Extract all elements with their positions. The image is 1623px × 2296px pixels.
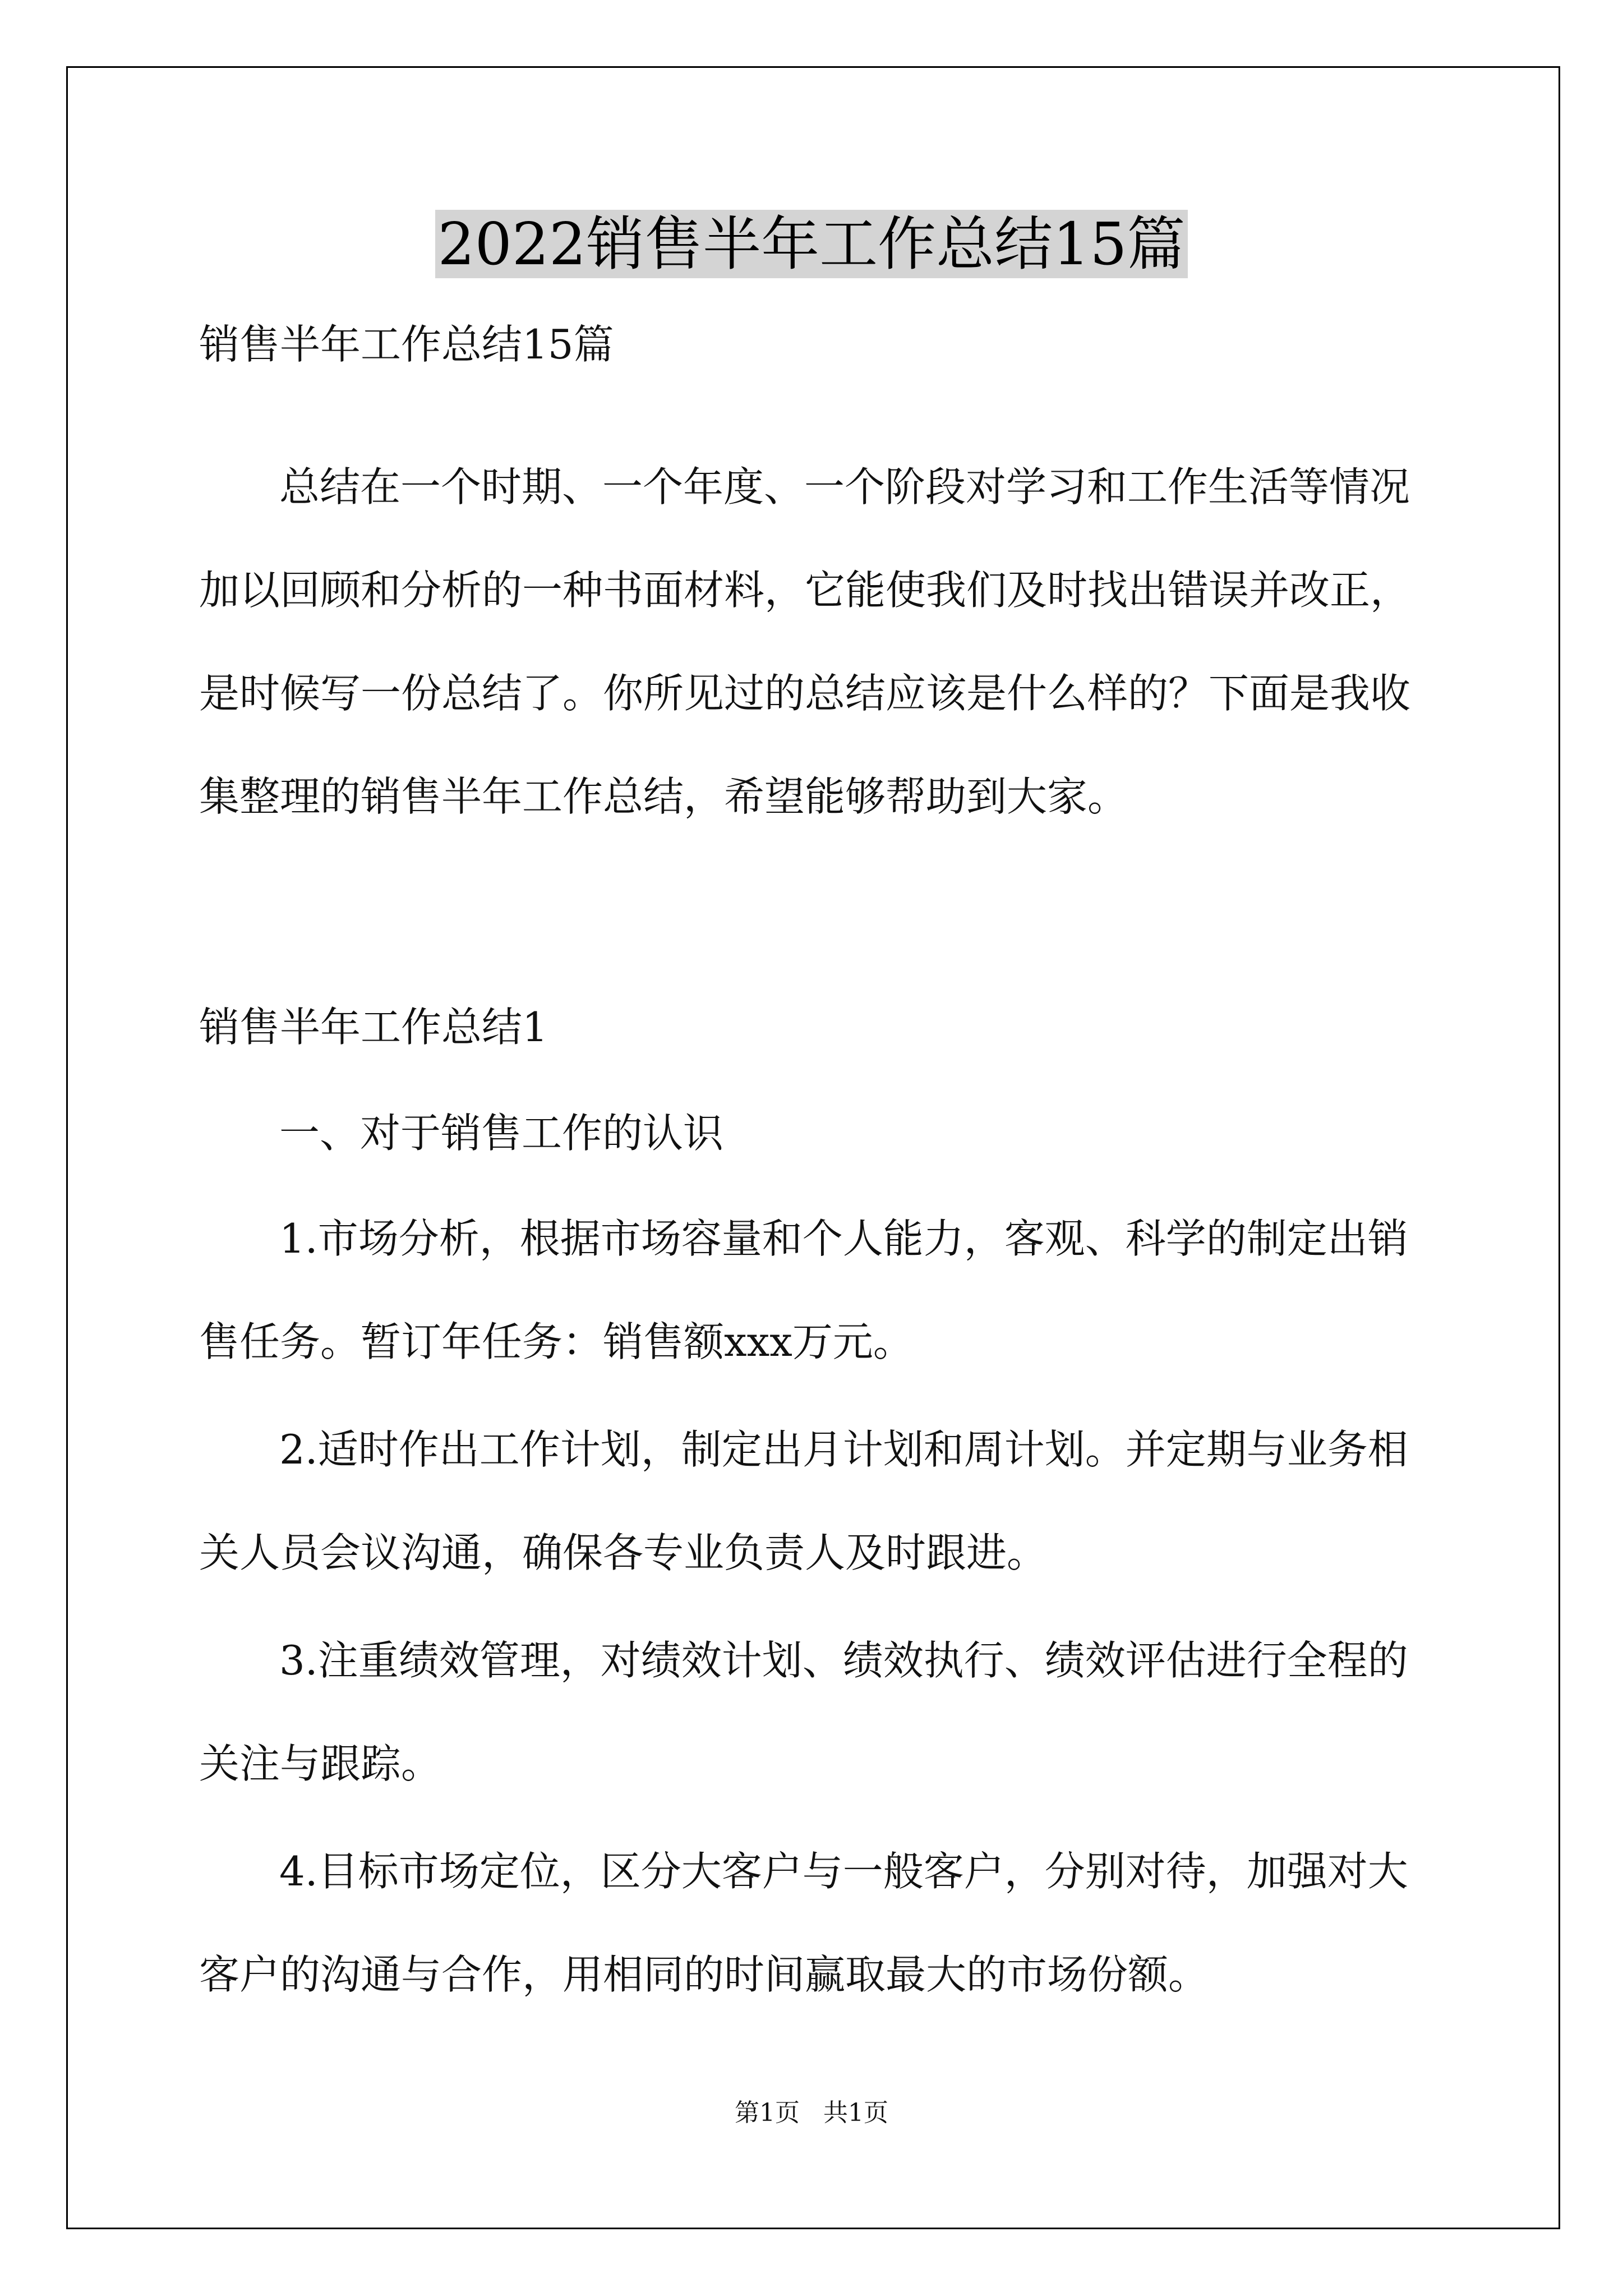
intro-paragraph-line-3: 是时候写一份总结了。你所见过的总结应该是什么样的？下面是我收 [199, 670, 1411, 717]
intro-paragraph-line-1: 总结在一个时期、一个年度、一个阶段对学习和工作生活等情况 [279, 463, 1410, 510]
subsection-heading: 一、对于销售工作的认识 [279, 1110, 724, 1157]
subtitle-line: 销售半年工作总结15篇 [199, 321, 614, 368]
item-3-line-1: 3.注重绩效管理，对绩效计划、绩效执行、绩效评估进行全程的 [279, 1637, 1408, 1684]
document-title-text: 2022销售半年工作总结15篇 [435, 210, 1187, 278]
document-title [0, 202, 1623, 286]
item-1-line-1: 1.市场分析，根据市场容量和个人能力，客观、科学的制定出销 [279, 1215, 1408, 1262]
section-heading: 销售半年工作总结1 [199, 1004, 548, 1051]
item-2-line-1: 2.适时作出工作计划，制定出月计划和周计划。并定期与业务相 [279, 1426, 1408, 1473]
item-3-line-2: 关注与跟踪。 [199, 1740, 442, 1787]
item-4-line-1: 4.目标市场定位，区分大客户与一般客户，分别对待，加强对大 [279, 1848, 1408, 1895]
page-footer: 第1页 共1页 [735, 2099, 888, 2127]
item-2-line-2: 关人员会议沟通，确保各专业负责人及时跟进。 [199, 1529, 1048, 1576]
item-4-line-2: 客户的沟通与合作，用相同的时间赢取最大的市场份额。 [199, 1951, 1209, 1998]
item-1-line-2: 售任务。暂订年任务：销售额xxx万元。 [199, 1318, 914, 1365]
intro-paragraph-line-2: 加以回顾和分析的一种书面材料，它能使我们及时找出错误并改正， [199, 567, 1411, 614]
intro-paragraph-line-4: 集整理的销售半年工作总结，希望能够帮助到大家。 [199, 773, 1128, 820]
